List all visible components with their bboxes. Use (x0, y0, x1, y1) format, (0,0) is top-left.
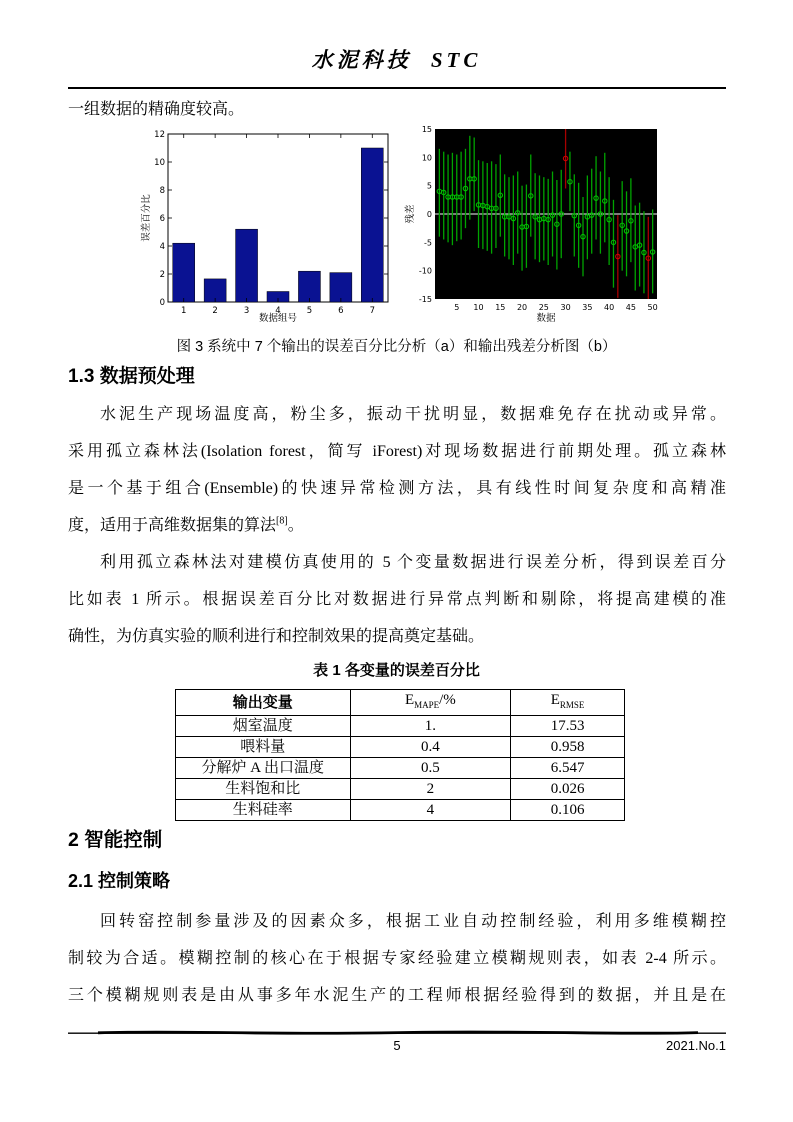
svg-text:20: 20 (516, 303, 528, 312)
paragraph-line: 回转窑控制参量涉及的因素众多，根据工业自动控制经验，利用多维模糊控 (100, 913, 726, 930)
svg-text:10: 10 (154, 158, 165, 168)
paragraph-line: 是一个基于组合(Ensemble)的快速异常检测方法，具有线性时间复杂度和高精准 (68, 480, 726, 497)
svg-text:2: 2 (159, 270, 165, 280)
svg-text:8: 8 (159, 186, 165, 196)
svg-text:-10: -10 (418, 266, 432, 276)
table-cell: 17.53 (511, 716, 625, 737)
bar-chart-error-percentage (140, 124, 400, 324)
svg-text:1: 1 (181, 306, 187, 316)
journal-title: 水泥科技 STC (311, 48, 482, 72)
table-cell: 喂料量 (176, 737, 351, 758)
svg-text:40: 40 (604, 303, 615, 312)
figure-caption: 图 3 系统中 7 个输出的误差百分比分析（a）和输出残差分析图（b） (176, 339, 617, 355)
table-cell: 0.958 (511, 737, 625, 758)
issue-number: 2021.No.1 (666, 1038, 726, 1053)
svg-text:-5: -5 (424, 238, 432, 248)
paragraph-line: 三个模糊规则表是由从事多年水泥生产的工程师根据经验得到的数据，并且是在 (68, 987, 726, 1004)
paragraph-line: 制较为合适。模糊控制的核心在于根据专家经验建立模糊规则表，如表 2-4 所示。 (68, 950, 726, 967)
svg-text:0: 0 (426, 210, 432, 219)
svg-text:35: 35 (582, 303, 593, 312)
svg-text:50: 50 (647, 303, 658, 312)
errorbar-chart-residuals (402, 124, 670, 324)
paragraph-line: 确性，为仿真实验的顺利进行和控制效果的提高奠定基础。 (68, 628, 485, 645)
table-cell: 0.106 (511, 800, 625, 821)
table-cell: 4 (350, 800, 511, 821)
table-column-header: $E_{MAPE}/\%$ (350, 690, 511, 716)
svg-text:5: 5 (454, 303, 460, 312)
svg-text:12: 12 (154, 130, 165, 140)
svg-text:0: 0 (159, 298, 165, 308)
table-column-header: $E_{RMSE}$ (511, 690, 625, 716)
svg-text:30: 30 (560, 303, 571, 312)
svg-text:5: 5 (306, 306, 313, 316)
paragraph-error-analysis (68, 544, 726, 655)
section-heading-1-3: 1.3 数据预处理 (68, 366, 195, 387)
table-row (176, 737, 625, 758)
table-row (176, 716, 625, 737)
svg-text:5: 5 (426, 181, 432, 191)
svg-text:3: 3 (243, 306, 250, 316)
paragraph-line: 水泥生产现场温度高，粉尘多，振动干扰明显，数据难免存在扰动或异常。 (100, 406, 726, 423)
table-cell: 0.5 (350, 758, 511, 779)
svg-text:6: 6 (159, 214, 165, 224)
section-heading-2: 2 智能控制 (68, 829, 163, 851)
table-cell: 0.4 (350, 737, 511, 758)
table-column-header: 输出变量 (176, 690, 351, 716)
paragraph-line: 比如表 1 所示。根据误差百分比对数据进行异常点判断和剔除，将提高建模的准 (68, 591, 726, 608)
header-rule (68, 87, 726, 89)
svg-text:4: 4 (275, 306, 281, 316)
paragraph-line: 度，适用于高维数据集的算法[8]。 (68, 515, 304, 534)
table-cell: 生料硅率 (176, 800, 351, 821)
svg-text:10: 10 (473, 303, 484, 312)
table-header-row (176, 690, 625, 716)
svg-text:2: 2 (212, 306, 218, 316)
svg-text:4: 4 (159, 242, 165, 252)
table-cell: 0.026 (511, 779, 625, 800)
page-number: 5 (393, 1038, 401, 1053)
intro-text: 一组数据的精确度较高。 (68, 101, 245, 118)
table-caption: 表 1 各变量的误差百分比 (313, 662, 480, 679)
svg-text:残差: 残差 (406, 204, 416, 224)
footer-decorative-rule (68, 1029, 726, 1036)
svg-text:6: 6 (338, 306, 344, 316)
svg-text:45: 45 (625, 303, 636, 312)
table-row (176, 800, 625, 821)
svg-text:7: 7 (369, 306, 375, 316)
table-row (176, 758, 625, 779)
table-row (176, 779, 625, 800)
table-cell: 1. (350, 716, 511, 737)
svg-text:误差百分比: 误差百分比 (142, 194, 152, 242)
svg-text:数据组号: 数据组号 (258, 314, 298, 324)
paragraph-control-strategy (68, 903, 726, 1014)
svg-text:数据: 数据 (536, 314, 556, 324)
table-cell: 分解炉 A 出口温度 (176, 758, 351, 779)
paragraph-preprocessing (68, 396, 726, 544)
svg-text:15: 15 (421, 125, 432, 134)
svg-text:-15: -15 (418, 295, 432, 304)
table-cell: 2 (350, 779, 511, 800)
paragraph-line: 采用孤立森林法(Isolation forest，简写 iForest)对现场数据进行前期处理。孤立森林 (68, 443, 726, 460)
table-cell: 生料饱和比 (176, 779, 351, 800)
svg-text:25: 25 (538, 303, 549, 312)
table-cell: 6.547 (511, 758, 625, 779)
paragraph-line: 利用孤立森林法对建模仿真使用的 5 个变量数据进行误差分析，得到误差百分 (100, 554, 726, 571)
svg-text:15: 15 (495, 303, 506, 312)
table-cell: 烟室温度 (176, 716, 351, 737)
error-percentage-table (175, 689, 625, 821)
section-heading-2-1: 2.1 控制策略 (68, 871, 171, 891)
svg-text:10: 10 (421, 153, 432, 163)
